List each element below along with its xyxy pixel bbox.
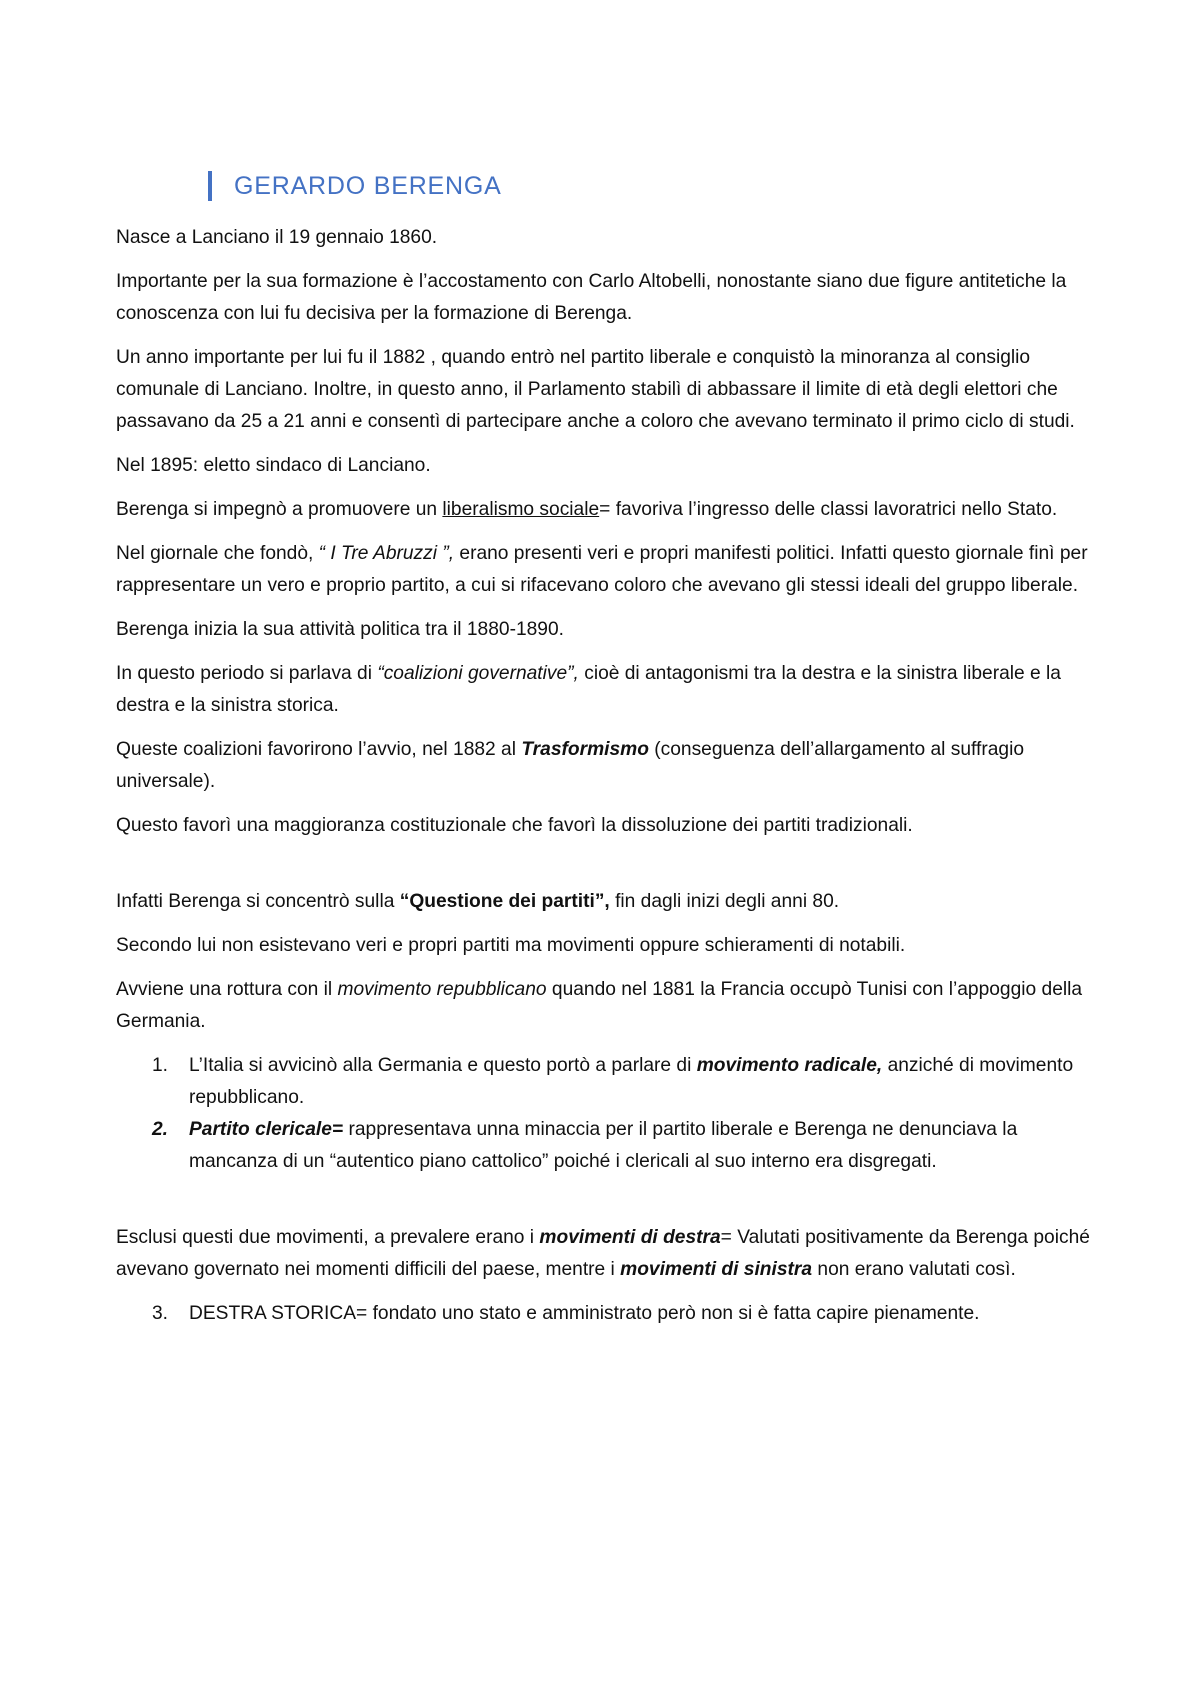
bold-italic-term: Partito clericale=: [189, 1119, 344, 1140]
text-run: quando nel 1881 la Francia occupò Tunisi con l’appoggio della Germania.: [116, 979, 1083, 1032]
text-run: Queste coalizioni favorirono l’avvio, nel 1882 al: [116, 739, 522, 760]
paragraph-birth: Nasce a Lanciano il 19 gennaio 1860.: [116, 227, 438, 248]
document-page: [116, 168, 1106, 1342]
list-item: [116, 1298, 1106, 1330]
bold-italic-term: movimento radicale,: [696, 1055, 883, 1076]
italic-title: “ I Tre Abruzzi ”,: [318, 543, 455, 564]
text-run: Esclusi questi due movimenti, a prevalere erano i: [116, 1227, 540, 1248]
paragraph-giornale: [116, 538, 1106, 602]
underlined-term: liberalismo sociale: [442, 499, 600, 520]
text-run: Nel giornale che fondò,: [116, 543, 319, 564]
paragraph-trasformismo: [116, 734, 1106, 798]
bold-italic-term: movimenti di destra: [539, 1227, 721, 1248]
bold-italic-term: movimenti di sinistra: [620, 1259, 813, 1280]
paragraph-rottura: [116, 974, 1106, 1038]
paragraph-altobelli: Importante per la sua formazione è l’accostamento con Carlo Altobelli, nonostante siano due figure antitetiche la conoscenza con lui fu decisiva per la formazione di Berenga.: [116, 271, 1067, 324]
text-run: fin dagli inizi degli anni 80.: [609, 891, 840, 912]
text-run: = favoriva l’ingresso delle classi lavoratrici nello Stato.: [599, 499, 1058, 520]
italic-term: “coalizioni governative”,: [377, 663, 579, 684]
text-run: L’Italia si avvicinò alla Germania e questo portò a parlare di: [189, 1055, 697, 1076]
bold-italic-term: Trasformismo: [521, 739, 649, 760]
heading-accent-bar: [208, 171, 212, 201]
text-run: anziché di movimento repubblicano.: [189, 1055, 1074, 1108]
paragraph-questione: [116, 886, 1106, 918]
list-number: 2.: [152, 1119, 169, 1140]
paragraph-liberalismo: [116, 494, 1106, 526]
numbered-list-movements: [116, 1050, 1106, 1178]
text-run: Infatti Berenga si concentrò sulla: [116, 891, 400, 912]
list-item: [116, 1050, 1106, 1114]
paragraph-attivita: Berenga inizia la sua attività politica tra il 1880-1890.: [116, 619, 564, 640]
text-run: In questo periodo si parlava di: [116, 663, 378, 684]
text-run: cioè di antagonismi tra la destra e la sinistra liberale e la destra e la sinistra storica.: [116, 663, 1061, 716]
paragraph-1882: Un anno importante per lui fu il 1882 , quando entrò nel partito liberale e conquistò la minoranza al consiglio comunale di Lanciano. Inoltre, in questo anno, il Parlamento stabilì di abbassare il limite di età degli elettori che passavano da 25 a 21 anni e consentì di partecipare anche a coloro che avevano terminato il primo ciclo di studi.: [116, 347, 1075, 432]
paragraph-sindaco: Nel 1895: eletto sindaco di Lanciano.: [116, 455, 431, 476]
list-item: [116, 1114, 1106, 1178]
text-run: erano presenti veri e propri manifesti politici. Infatti questo giornale finì per rappresentare un vero e proprio partito, a cui si rifacevano coloro che avevano gli stessi ideali del gruppo liberale.: [116, 543, 1088, 596]
text-run: rappresentava unna minaccia per il partito liberale e Berenga ne denunciava la mancanza di un “autentico piano cattolico” poiché i clericali al suo interno era disgregati.: [189, 1119, 1018, 1172]
text-run: Avviene una rottura con il: [116, 979, 338, 1000]
paragraph-coalizioni: [116, 658, 1106, 722]
blank-line: [116, 1190, 1106, 1222]
text-run: Berenga si impegnò a promuovere un: [116, 499, 443, 520]
text-run: non erano valutati così.: [812, 1259, 1016, 1280]
text-run: = Valutati positivamente da Berenga poiché avevano governato nei momenti difficili del paese, mentre i: [116, 1227, 1090, 1280]
paragraph-maggioranza: Questo favorì una maggioranza costituzionale che favorì la dissoluzione dei partiti tradizionali.: [116, 815, 913, 836]
section-heading: [208, 168, 1106, 204]
italic-term: movimento repubblicano: [337, 979, 547, 1000]
text-run: (conseguenza dell’allargamento al suffragio universale).: [116, 739, 1025, 792]
text-run: DESTRA STORICA= fondato uno stato e amministrato però non si è fatta capire pienamente.: [189, 1303, 980, 1324]
bold-term: “Questione dei partiti”,: [399, 891, 610, 912]
heading-title: GERARDO BERENGA: [234, 171, 502, 200]
list-number: 3.: [152, 1303, 169, 1324]
paragraph-notabili: Secondo lui non esistevano veri e propri partiti ma movimenti oppure schieramenti di notabili.: [116, 935, 906, 956]
list-number: 1.: [152, 1055, 169, 1076]
paragraph-destra-sinistra: [116, 1222, 1106, 1286]
blank-line: [116, 854, 1106, 886]
numbered-list-destra: [116, 1298, 1106, 1330]
